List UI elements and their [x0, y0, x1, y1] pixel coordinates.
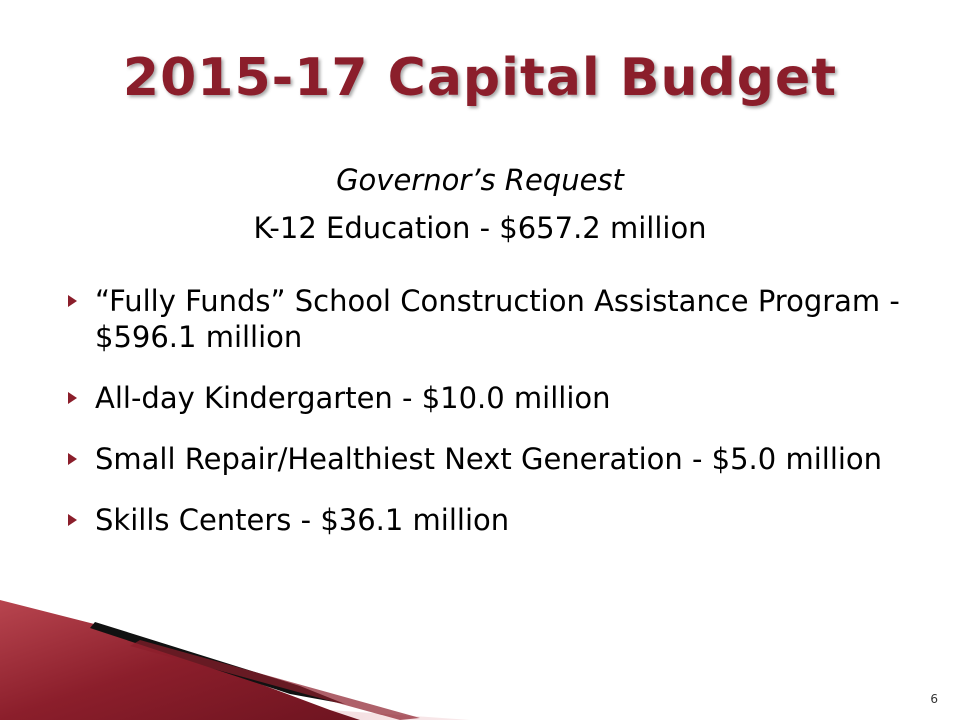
triangle-bullet-icon — [68, 392, 77, 404]
slide-subtitle-secondary: K-12 Education - $657.2 million — [253, 211, 707, 245]
bullet-list — [68, 283, 928, 563]
bullet-item — [68, 283, 928, 355]
triangle-bullet-icon — [68, 295, 77, 307]
bullet-text: “Fully Funds” School Construction Assistance Program - $596.1 million — [95, 284, 900, 354]
bullet-item — [68, 380, 928, 416]
bullet-item — [68, 441, 928, 477]
bullet-text: All-day Kindergarten - $10.0 million — [95, 381, 611, 415]
triangle-bullet-icon — [68, 514, 77, 526]
slide-subtitle: Governor’s Request — [336, 163, 624, 197]
decorative-swoosh — [0, 600, 960, 720]
bullet-text: Skills Centers - $36.1 million — [95, 503, 510, 537]
slide-title: 2015-17 Capital Budget — [122, 48, 838, 108]
bullet-text: Small Repair/Healthiest Next Generation - $5.0 million — [95, 442, 883, 476]
bullet-item — [68, 502, 928, 538]
page-number: 6 — [930, 692, 938, 706]
triangle-bullet-icon — [68, 453, 77, 465]
